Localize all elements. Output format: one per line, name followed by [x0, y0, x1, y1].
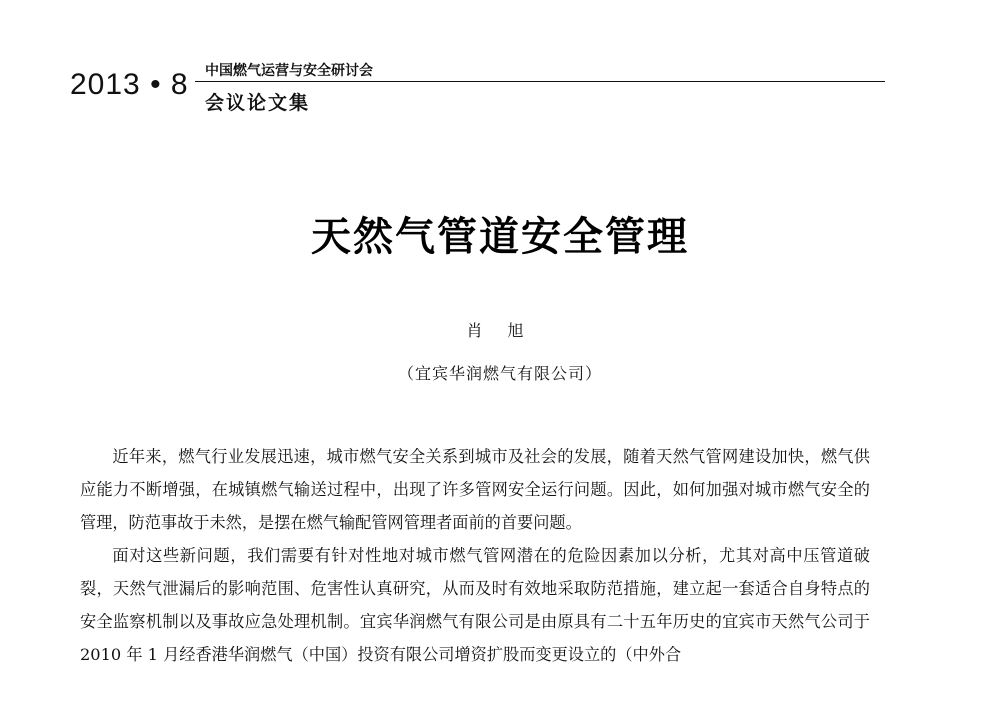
author-affiliation: （宜宾华润燃气有限公司）: [397, 364, 602, 383]
issue-date: 2013 • 8: [70, 68, 189, 101]
header-divider: [195, 81, 885, 82]
body-text: [80, 440, 870, 671]
paragraph-1: 近年来，燃气行业发展迅速，城市燃气安全关系到城市及社会的发展，随着天然气管网建设加快，燃气供应能力不断增强，在城镇燃气输送过程中，出现了许多管网安全运行问题。因此，如何加强对城市燃气安全的管理，防范事故于未然，是摆在燃气输配管网管理者面前的首要问题。: [80, 447, 870, 532]
paper-title: 天然气管道安全管理: [311, 213, 689, 260]
paragraph-2: 面对这些新问题，我们需要有针对性地对城市燃气管网潜在的危险因素加以分析，尤其对高中压管道破裂，天然气泄漏后的影响范围、危害性认真研究，从而及时有效地采取防范措施，建立起一套适合自身特点的安全监察机制以及事故应急处理机制。宜宾华润燃气有限公司是由原具有二十五年历史的宜宾市天然气公司于 2010 年 1 月经香港华润燃气（中国）投资有限公司增资扩股而变更设立的（中外合: [80, 546, 870, 664]
proceedings-label: 会议论文集: [205, 92, 311, 114]
author-name: 肖 旭: [466, 321, 534, 340]
conference-name: 中国燃气运营与安全研讨会: [205, 63, 373, 79]
